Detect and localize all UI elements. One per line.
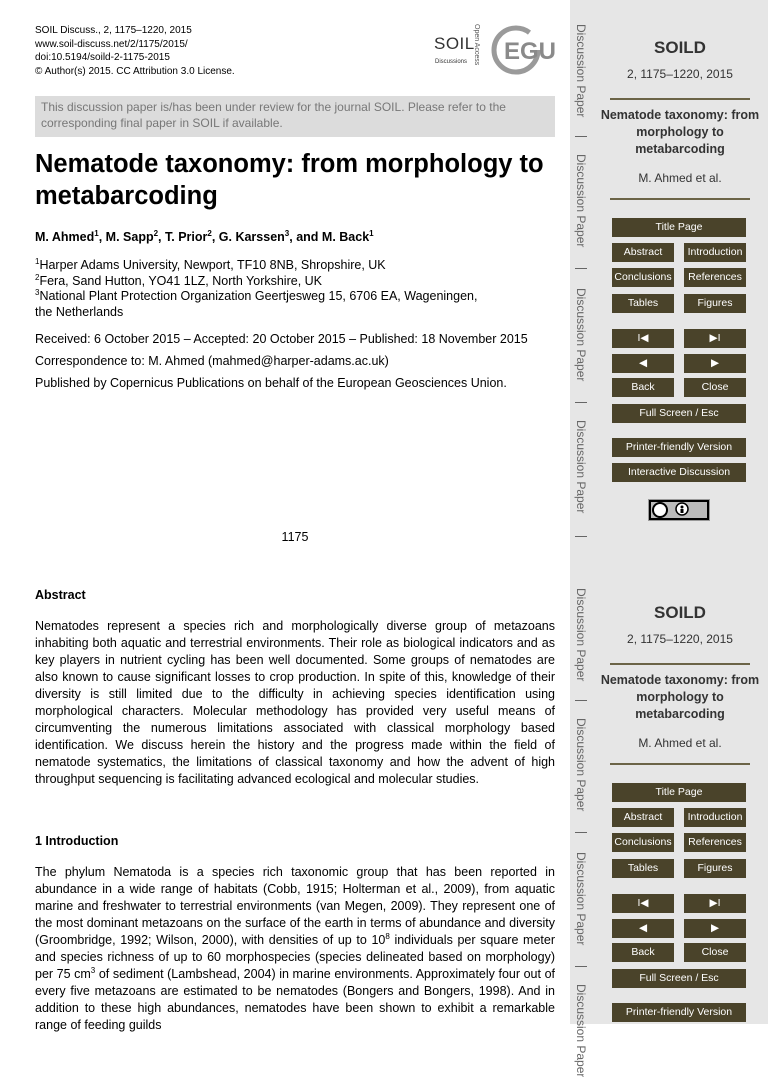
prev-page-button[interactable]: ◀: [612, 354, 674, 373]
author-list: M. Ahmed$^1$, M. Sapp$^2$, T. Prior$^2$, G. Karssen$^3$, and M. Back$^1$: [35, 229, 374, 244]
printer-friendly-button[interactable]: Printer-friendly Version: [612, 438, 746, 457]
page-number: 1175: [281, 530, 309, 544]
logo-discussions-text: Discussions: [435, 59, 468, 65]
sidebar-divider: [610, 98, 750, 100]
abstract-button[interactable]: Abstract: [612, 243, 674, 262]
citation-metadata: [35, 24, 235, 78]
strip-label: Discussion Paper: [574, 588, 588, 682]
meta-line: © Author(s) 2015. CC Attribution 3.0 License.: [35, 65, 235, 77]
publication-dates: Received: 6 October 2015 – Accepted: 20 October 2015 – Published: 18 November 2015: [35, 332, 528, 346]
logo-soil-text: SOIL: [434, 34, 475, 53]
sidebar-divider: [610, 663, 750, 665]
sidebar-divider: [610, 763, 750, 765]
title-page-button[interactable]: Title Page: [612, 218, 746, 237]
strip-divider: [575, 268, 587, 269]
figures-button[interactable]: Figures: [684, 859, 746, 878]
sidebar-journal: SOILD: [654, 603, 706, 622]
tables-button[interactable]: Tables: [612, 859, 674, 878]
affiliation: $^3$National Plant Protection Organization Geertjesweg 15, 6706 EA, Wageningen,: [35, 288, 478, 303]
strip-label: Discussion Paper: [574, 718, 588, 812]
first-page-button[interactable]: I◀: [612, 894, 674, 913]
sidebar-authors: M. Ahmed et al.: [638, 736, 722, 750]
affiliations: [35, 258, 477, 320]
review-notice: This discussion paper is/has been under review for the journal SOIL. Please refer to the corresponding final paper in SOIL if available.: [35, 96, 555, 137]
figures-button[interactable]: Figures: [684, 294, 746, 313]
affiliation: $^1$Harper Adams University, Newport, TF10 8NB, Shropshire, UK: [35, 257, 386, 272]
references-button[interactable]: References: [684, 833, 746, 852]
next-page-button[interactable]: ▶: [684, 919, 746, 938]
tables-button[interactable]: Tables: [612, 294, 674, 313]
strip-divider: [575, 402, 587, 403]
egu-logo-icon: [490, 24, 556, 76]
first-page-button[interactable]: I◀: [612, 329, 674, 348]
affiliation: $^2$Fera, Sand Hutton, YO41 1LZ, North Yorkshire, UK: [35, 272, 323, 288]
sidebar-volume: 2, 1175–1220, 2015: [627, 67, 733, 81]
author-name: M. Back: [321, 230, 370, 244]
abstract-text: Nematodes represent a species rich and morphologically diverse group of metazoans inhabiting both aquatic and terrestrial environments. Their role as biological indicators and as key players in nutrient cycling has been well documented. Some groups of nematodes are also known to cause significant losses to crop production. In spite of this, knowledge of their diversity is still limited due to the difficulty in achieving species identification using morphological characters. Molecular methodology has provided very useful means of circumventing the numerous limitations associated with classical morphology based identification. We discuss herein the history and the progress made within the field of nematode systematics, the limitations of classical taxonomy and how the advent of high throughput sequencing is facilitating advanced ecological and molecular studies.: [35, 619, 555, 786]
sidebar-divider: [610, 198, 750, 200]
strip-label: Discussion Paper: [574, 154, 588, 248]
introduction-button[interactable]: Introduction: [684, 243, 746, 262]
back-button[interactable]: Back: [612, 378, 674, 397]
egu-logo-text: EGU: [504, 38, 556, 65]
strip-divider: [575, 832, 587, 833]
strip-label: Discussion Paper: [574, 288, 588, 382]
full-screen-button[interactable]: Full Screen / Esc: [612, 969, 746, 988]
close-button[interactable]: Close: [684, 943, 746, 962]
abstract-heading: Abstract: [35, 588, 86, 602]
sidebar-volume: 2, 1175–1220, 2015: [627, 632, 733, 646]
open-access-label: Open Access: [473, 24, 480, 66]
introduction-heading: 1 Introduction: [35, 834, 119, 848]
title-page-button[interactable]: Title Page: [612, 783, 746, 802]
conclusions-button[interactable]: Conclusions: [612, 268, 674, 287]
cc-by-icon[interactable]: [648, 499, 710, 521]
printer-friendly-button[interactable]: Printer-friendly Version: [612, 1003, 746, 1022]
full-screen-button[interactable]: Full Screen / Esc: [612, 404, 746, 423]
last-page-button[interactable]: ▶I: [684, 894, 746, 913]
introduction-text: The phylum Nematoda is a species rich taxonomic group that has been reported in abundance in a wide range of habitats (Cobb, 1915; Holterman et al., 2009), from aquatic marine and freshwater to terrestrial environments (van Megen, 2009). They represent one of the most dominant metazoans on the surface of the earth in terms of abundance and diversity (Groombridge, 1992; Wilson, 2000), with densities of up to $10^8$ individuals per square meter and species richness of up to 60 morphospecies (species delineated based on morphology) per 75 $cm^3$ of sediment (Lambshead, 2004) in marine environments. Approximately four out of every five metazoans are estimated to be nematodes (Bongers and Bongers, 1998). And in addition to these high abundances, nematodes have been shown to exhibit a remarkable range of feeding guilds: [35, 865, 555, 1032]
sidebar-journal: SOILD: [654, 38, 706, 57]
sidebar-authors: M. Ahmed et al.: [638, 171, 722, 185]
meta-line: doi:10.5194/soild-2-1175-2015: [35, 52, 170, 63]
publisher-line: Published by Copernicus Publications on behalf of the European Geosciences Union.: [35, 376, 507, 390]
paper-title: Nematode taxonomy: from morphology to metabarcoding: [35, 150, 544, 210]
back-button[interactable]: Back: [612, 943, 674, 962]
prev-page-button[interactable]: ◀: [612, 919, 674, 938]
affiliation: the Netherlands: [35, 304, 124, 319]
meta-line: SOIL Discuss., 2, 1175–1220, 2015: [35, 25, 192, 36]
close-button[interactable]: Close: [684, 378, 746, 397]
strip-divider: [575, 700, 587, 701]
author-name: M. Sapp: [105, 230, 154, 244]
strip-label: Discussion Paper: [574, 24, 588, 118]
next-page-button[interactable]: ▶: [684, 354, 746, 373]
interactive-discussion-button[interactable]: Interactive Discussion: [612, 463, 746, 482]
cc-symbol-icon: [649, 500, 709, 520]
navigation-sidebar: [592, 0, 768, 1024]
sidebar-title: Nematode taxonomy: from morphology to metabarcoding: [600, 673, 760, 721]
discussion-paper-strip: [570, 0, 592, 1077]
journal-logo: [432, 24, 557, 76]
abstract-button[interactable]: Abstract: [612, 808, 674, 827]
strip-divider: [575, 136, 587, 137]
strip-label: Discussion Paper: [574, 852, 588, 946]
author-name: T. Prior: [165, 230, 208, 244]
strip-label: Discussion Paper: [574, 420, 588, 514]
sidebar-title: Nematode taxonomy: from morphology to metabarcoding: [600, 108, 760, 156]
strip-divider: [575, 536, 587, 537]
meta-line: www.soil-discuss.net/2/1175/2015/: [35, 38, 188, 50]
author-name: G. Karssen: [218, 230, 285, 244]
last-page-button[interactable]: ▶I: [684, 329, 746, 348]
introduction-button[interactable]: Introduction: [684, 808, 746, 827]
conclusions-button[interactable]: Conclusions: [612, 833, 674, 852]
author-name: M. Ahmed: [35, 230, 95, 244]
strip-label: Discussion Paper: [574, 984, 588, 1077]
strip-divider: [575, 966, 587, 967]
correspondence: Correspondence to: M. Ahmed (mahmed@harper-adams.ac.uk): [35, 354, 389, 368]
references-button[interactable]: References: [684, 268, 746, 287]
